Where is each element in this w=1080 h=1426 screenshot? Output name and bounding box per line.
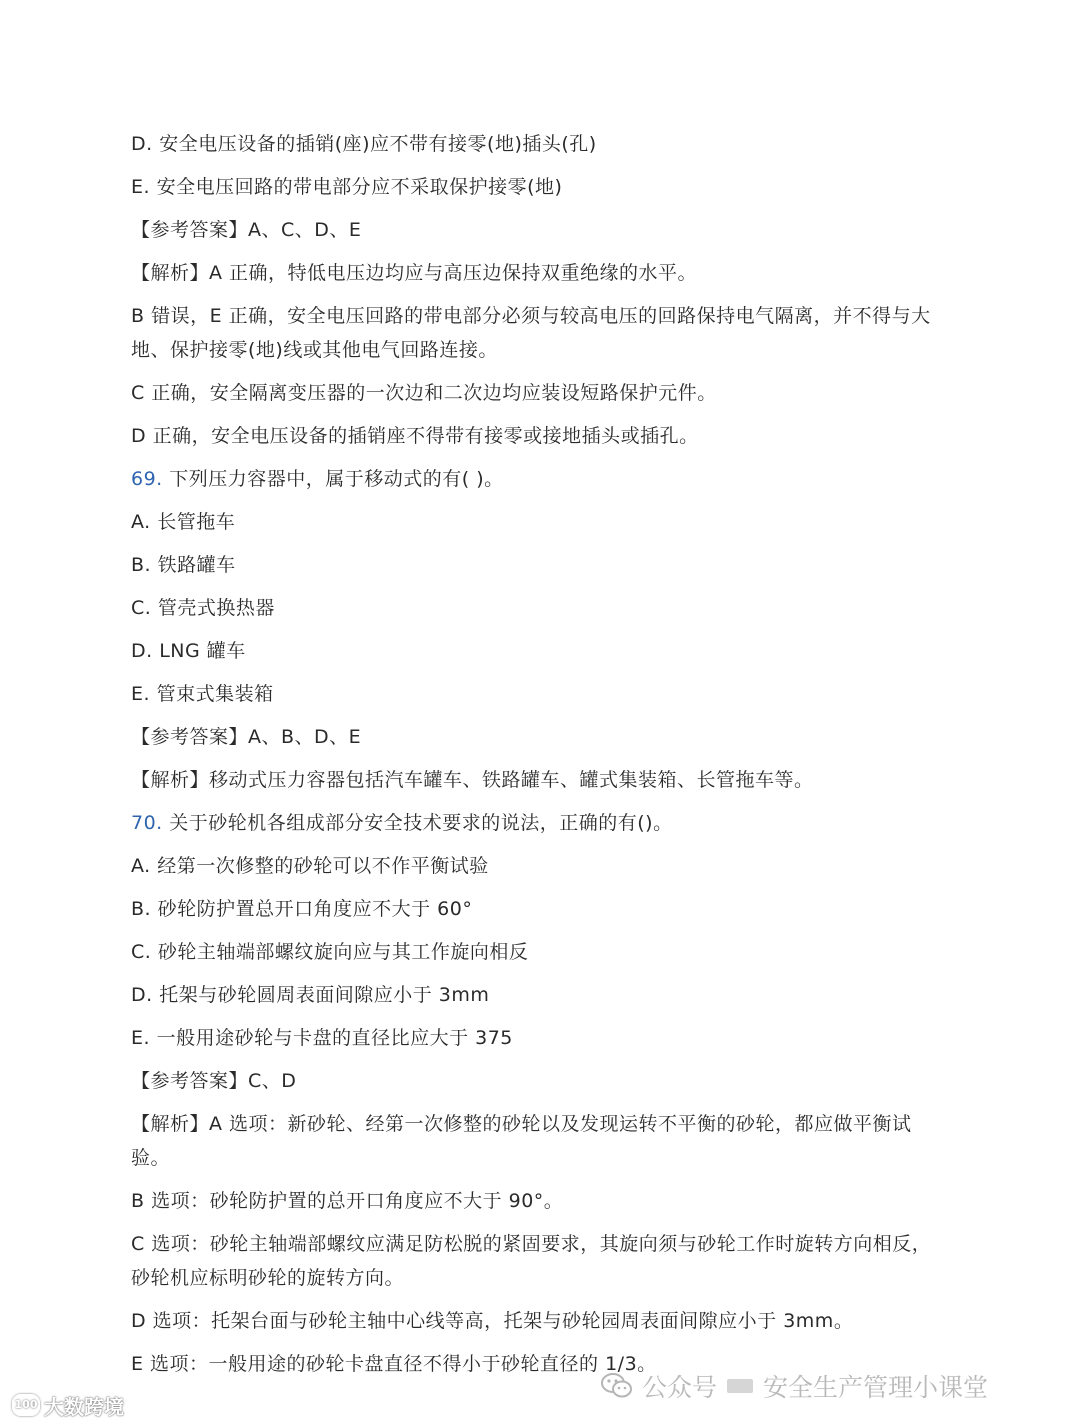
line-text: E. 管束式集装箱 [131,683,274,705]
text-line [131,133,961,155]
line-text: 【解析】A 正确，特低电压边均应与高压边保持双重绝缘的水平。 [131,262,698,284]
text-line [131,305,961,327]
text-line [131,941,961,963]
watermark-account-name: 安全生产管理小课堂 [763,1373,989,1402]
text-line [131,769,961,791]
text-line [131,597,961,619]
source-watermark-text: 大数跨境 [44,1394,124,1419]
text-line [131,176,961,198]
line-text: D. LNG 罐车 [131,640,246,662]
text-line [131,511,961,533]
line-text: B 错误，E 正确，安全电压回路的带电部分必须与较高电压的回路保持电气隔离，并不得与大 [131,305,931,327]
text-line [131,984,961,1006]
line-text: D 正确，安全电压设备的插销座不得带有接零或接地插头或插孔。 [131,425,699,447]
text-line [131,219,961,241]
line-text: C 正确，安全隔离变压器的一次边和二次边均应装设短路保护元件。 [131,382,717,404]
text-line [131,425,961,447]
text-line [131,554,961,576]
text-line [131,683,961,705]
text-line [131,382,961,404]
text-line [131,1190,961,1212]
line-text: D. 托架与砂轮圆周表面间隙应小于 3mm [131,984,490,1006]
line-text: 【解析】移动式压力容器包括汽车罐车、铁路罐车、罐式集装箱、长管拖车等。 [131,769,814,791]
line-text: D 选项：托架台面与砂轮主轴中心线等高，托架与砂轮园周表面间隙应小于 3mm。 [131,1310,854,1332]
line-text: E 选项：一般用途的砂轮卡盘直径不得小于砂轮直径的 1/3。 [131,1353,657,1375]
text-line [131,1113,961,1135]
source-logo-icon: 100 [12,1394,40,1416]
line-text: A. 经第一次修整的砂轮可以不作平衡试验 [131,855,489,877]
line-text: C. 砂轮主轴端部螺纹旋向应与其工作旋向相反 [131,941,529,963]
line-text: C. 管壳式换热器 [131,597,275,619]
line-text: 【参考答案】A、B、D、E [131,726,362,748]
text-line [131,898,961,920]
line-text: 砂轮机应标明砂轮的旋转方向。 [131,1267,405,1289]
line-text: A. 长管拖车 [131,511,236,533]
line-text: 【参考答案】C、D [131,1070,297,1092]
text-line [131,640,961,662]
line-text: E. 一般用途砂轮与卡盘的直径比应大于 375 [131,1027,513,1049]
line-text: 【解析】A 选项：新砂轮、经第一次修整的砂轮以及发现运转不平衡的砂轮，都应做平衡试 [131,1113,912,1135]
text-line [131,1233,961,1255]
text-line [131,468,961,490]
question-number: 70. [131,812,163,834]
source-watermark [12,1393,124,1417]
line-text: B. 砂轮防护置总开口角度应不大于 60° [131,898,473,920]
text-line [131,812,961,834]
line-text: D. 安全电压设备的插销(座)应不带有接零(地)插头(孔) [131,133,597,155]
text-line [131,1310,961,1332]
text-line [131,339,961,361]
wechat-official-account-icon [600,1371,634,1401]
watermark-separator [727,1379,753,1393]
text-line [131,1147,961,1169]
watermark-label: 公众号 [642,1373,718,1402]
line-text: B 选项：砂轮防护置的总开口角度应不大于 90°。 [131,1190,564,1212]
line-text: C 选项：砂轮主轴端部螺纹应满足防松脱的紧固要求，其旋向须与砂轮工作时旋转方向相反， [131,1233,932,1255]
line-text: E. 安全电压回路的带电部分应不采取保护接零(地) [131,176,563,198]
wechat-watermark [600,1366,988,1406]
question-number: 69. [131,468,163,490]
text-line [131,1027,961,1049]
text-line [131,855,961,877]
line-text: 地、保护接零(地)线或其他电气回路连接。 [131,339,498,361]
line-text: B. 铁路罐车 [131,554,236,576]
text-line [131,262,961,284]
line-text: 验。 [131,1147,171,1169]
text-line [131,726,961,748]
text-line [131,1267,961,1289]
line-text: 【参考答案】A、C、D、E [131,219,362,241]
text-line [131,1070,961,1092]
line-text: 下列压力容器中，属于移动式的有( )。 [162,468,504,490]
line-text: 关于砂轮机各组成部分安全技术要求的说法，正确的有()。 [162,812,673,834]
